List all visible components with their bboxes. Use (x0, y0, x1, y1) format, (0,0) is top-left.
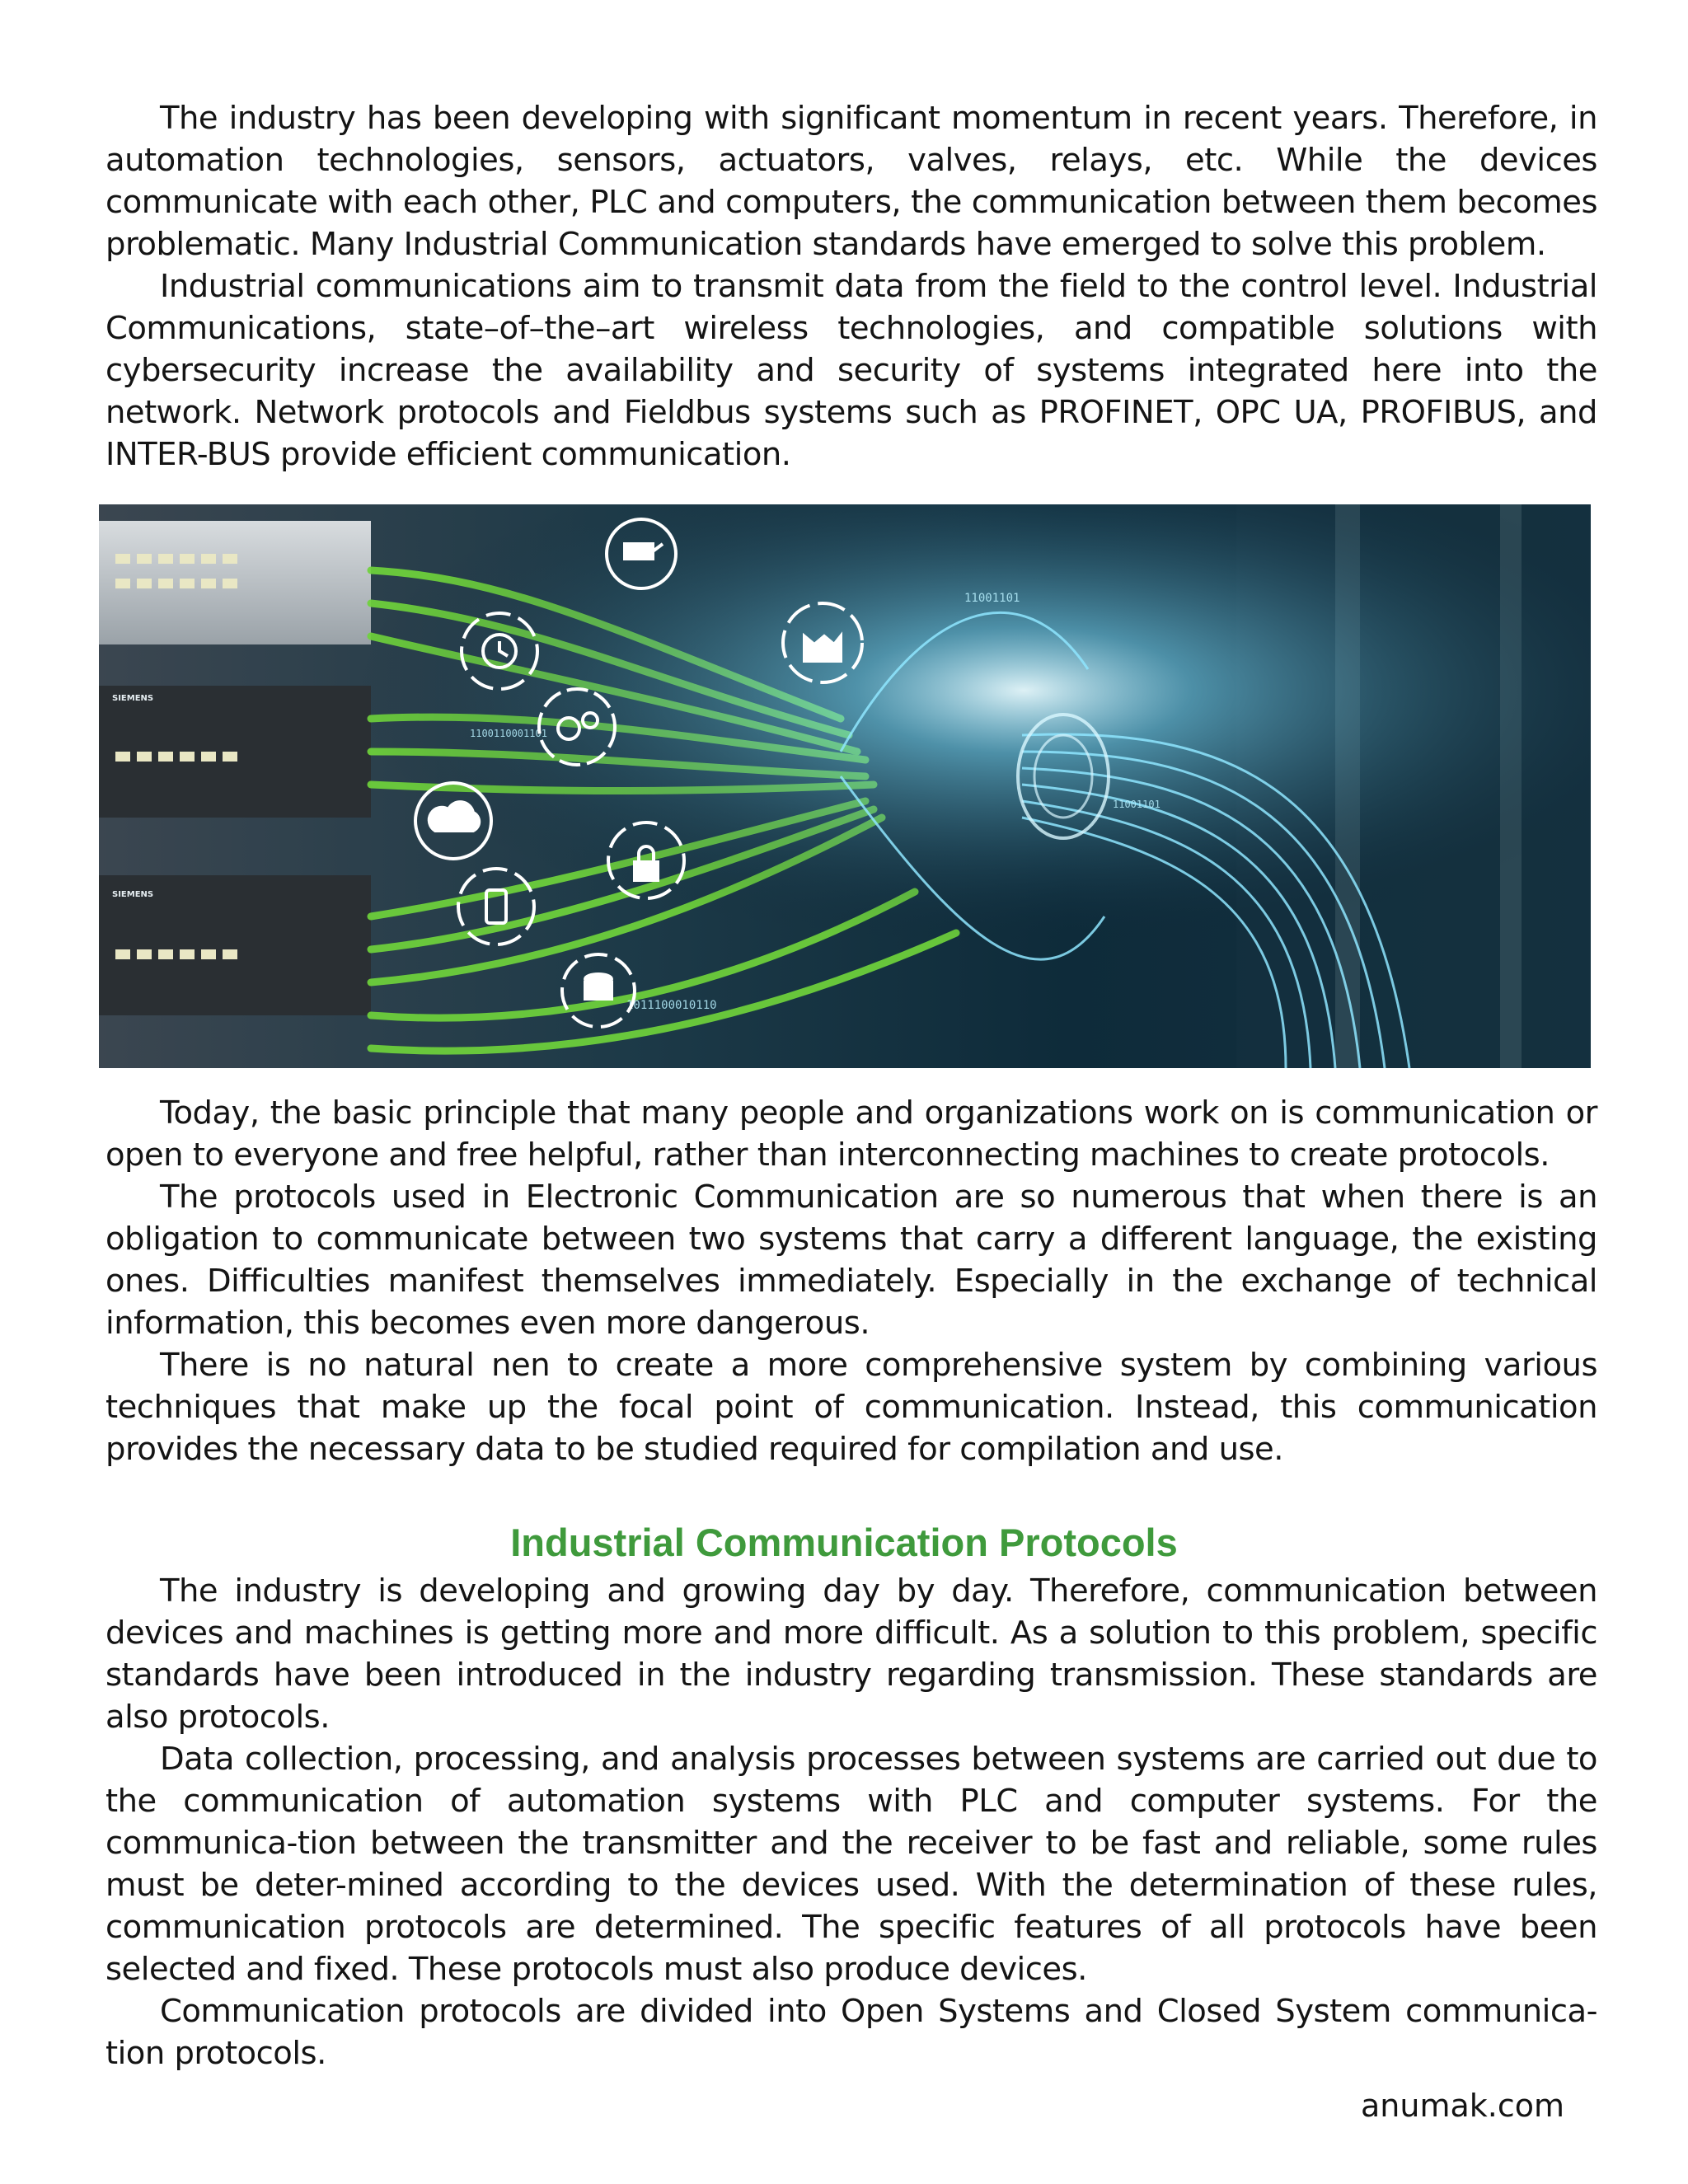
body-paragraph: The industry is developing and growing day by day. Therefore, communication between devices and machines is getting more and more difficult. As a solution to this problem, specific standards have been introduced in the industry regarding transmission. These standards are also protocols. (106, 1572, 1597, 1736)
intro-paragraph: Industrial communications aim to transmit data from the field to the control level. Industrial Communications, state–of–the–art wireless technologies, and compatible solutions with cybersecurity increase the availability and security of systems integrated here into the network. Network protocols and Fieldbus systems such as PROFINET, OPC UA, PROFIBUS, and INTER-BUS provide efficient communication. (106, 268, 1597, 473)
body-paragraph: There is no natural nen to create a more comprehensive system by combining various techniques that make up the focal point of communication. Instead, this communication provides the necessary data to be studied required for compilation and use. (106, 1347, 1597, 1468)
network-cables-illustration (99, 504, 1591, 1068)
intro-paragraph: The industry has been developing with significant momentum in recent years. Therefore, in automation technologies, sensors, actuators, valves, relays, etc. While the devices communicate with each other, PLC and computers, the communication between them becomes problematic. Many Industrial Communication standards have emerged to solve this problem. (106, 100, 1597, 263)
body-paragraph: The protocols used in Electronic Communication are so numerous that when there is an obligation to communicate between two systems that carry a different language, the existing ones. Difficulties manifest themselves immediately. Especially in the exchange of technical information, this becomes even more dangerous. (106, 1179, 1597, 1342)
intro-text (106, 97, 1597, 476)
binary-text: 11001101 (964, 592, 1020, 605)
section-heading: Industrial Communication Protocols (510, 1521, 1178, 1564)
middle-text (106, 1092, 1597, 1470)
footer-site: anumak.com (1361, 2088, 1564, 2124)
body-paragraph: Communication protocols are divided into Open Systems and Closed System communica-tion protocols. (106, 1993, 1597, 2072)
body-paragraph: Data collection, processing, and analysis processes between systems are carried out due to the communication of automation systems with PLC and computer systems. For the communica-tion between the transmitter and the receiver to be fast and reliable, some rules must be deter-mined according to the devices used. With the determination of these rules, communication protocols are determined. The specific features of all protocols have been selected and fixed. These protocols must also produce devices. (106, 1741, 1597, 1988)
body-paragraph: Today, the basic principle that many people and organizations work on is communication or open to everyone and free helpful, rather than interconnecting machines to create protocols. (106, 1094, 1597, 1174)
binary-text: 11001101 (1113, 799, 1160, 810)
binary-text: 1100110001101 (470, 728, 547, 739)
binary-text: 1011100010110 (626, 999, 717, 1012)
section-text (106, 1570, 1597, 2074)
